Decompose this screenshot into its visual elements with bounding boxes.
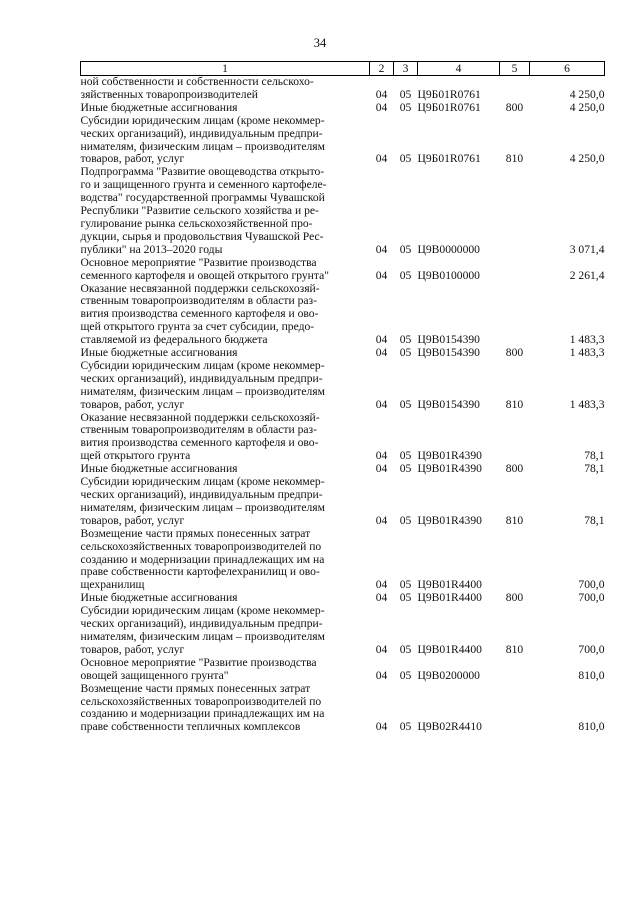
section-code — [370, 347, 394, 360]
section-code — [370, 476, 394, 528]
item-name-line: щей открытого грунта за счет субсидии, предо- — [80, 320, 315, 334]
section-code — [370, 115, 394, 167]
target-article-code-line: Ц9В01R4400 — [417, 642, 482, 656]
item-name-line: го и защищенного грунта и семенного картофеле- — [80, 178, 327, 192]
subsection-code-line: 05 — [399, 87, 412, 101]
table-header-row — [81, 62, 605, 76]
budget-table — [80, 61, 605, 734]
section-code-line: 04 — [375, 346, 388, 360]
item-name-line: ственным товаропроизводителям в области раз- — [80, 423, 317, 437]
target-article-code-line: Ц9В01R4390 — [417, 462, 482, 476]
section-code-line: 04 — [375, 100, 388, 114]
amount — [530, 657, 605, 683]
section-code — [370, 283, 394, 348]
amount — [530, 347, 605, 360]
amount-line: 700,0 — [578, 642, 605, 656]
amount — [530, 76, 605, 102]
item-name-line: праве собственности тепличных комплексов — [80, 720, 301, 734]
expense-type-code-line: 810 — [505, 513, 524, 527]
table-row — [81, 683, 605, 735]
amount-line: 810,0 — [578, 668, 605, 682]
subsection-code-line: 05 — [399, 642, 412, 656]
item-name — [81, 657, 370, 683]
section-code — [370, 657, 394, 683]
subsection-code-line: 05 — [399, 578, 412, 592]
target-article-code-line: Ц9Б01R0761 — [417, 152, 481, 166]
item-name-line: Возмещение части прямых понесенных затрат — [80, 681, 311, 695]
subsection-code-line: 05 — [399, 449, 412, 463]
item-name — [81, 283, 370, 348]
amount-line: 1 483,3 — [569, 333, 605, 347]
item-name-line: Республики "Развитие сельского хозяйства и ре- — [80, 204, 319, 218]
amount-line: 2 261,4 — [569, 268, 605, 282]
target-article-code-line: Ц9В0154390 — [417, 333, 480, 347]
subsection-code — [394, 463, 418, 476]
section-code-line: 04 — [375, 462, 388, 476]
section-code — [370, 360, 394, 412]
target-article-code — [418, 166, 500, 256]
target-article-code — [418, 592, 500, 605]
subsection-code-line: 05 — [399, 720, 412, 734]
section-code-line: 04 — [375, 397, 388, 411]
amount-line: 4 250,0 — [569, 152, 605, 166]
subsection-code — [394, 76, 418, 102]
item-name-line: нимателям, физическим лицам – производителям — [80, 629, 325, 643]
section-code — [370, 528, 394, 593]
target-article-code-line: Ц9В0200000 — [417, 668, 480, 682]
item-name-line: водства" государственной программы Чувашской — [80, 191, 325, 205]
subsection-code-line: 05 — [399, 152, 412, 166]
item-name — [81, 476, 370, 528]
table-row — [81, 605, 605, 657]
amount — [530, 102, 605, 115]
amount-line: 3 071,4 — [569, 242, 605, 256]
subsection-code-line: 05 — [399, 513, 412, 527]
expense-type-code — [500, 166, 530, 256]
expense-type-code — [500, 528, 530, 593]
target-article-code — [418, 605, 500, 657]
amount-line: 78,1 — [584, 462, 605, 476]
target-article-code — [418, 412, 500, 464]
section-code-line: 04 — [375, 720, 388, 734]
item-name-line: Субсидии юридическим лицам (кроме некоммер- — [80, 358, 325, 372]
section-code-line: 04 — [375, 333, 388, 347]
amount — [530, 360, 605, 412]
expense-type-code — [500, 476, 530, 528]
amount-line: 1 483,3 — [569, 397, 605, 411]
amount — [530, 476, 605, 528]
subsection-code-line: 05 — [399, 268, 412, 282]
item-name-line: нимателям, физическим лицам – производителям — [80, 139, 325, 153]
item-name-line: Иные бюджетные ассигнования — [80, 100, 238, 114]
item-name — [81, 683, 370, 735]
expense-type-code — [500, 115, 530, 167]
section-code — [370, 257, 394, 283]
item-name — [81, 115, 370, 167]
item-name-line: товаров, работ, услуг — [80, 642, 185, 656]
table-row — [81, 528, 605, 593]
item-name-line: созданию и модернизации принадлежащих им на — [80, 552, 325, 566]
item-name-line: щехранилищ — [80, 578, 145, 592]
item-name-line: ческих организаций), индивидуальным предпри- — [80, 371, 323, 385]
expense-type-code-line: 800 — [505, 462, 524, 476]
page-number: 34 — [313, 36, 327, 50]
item-name-line: вития производства семенного картофеля и ово- — [80, 436, 319, 450]
subsection-code-line: 05 — [399, 333, 412, 347]
expense-type-code — [500, 347, 530, 360]
amount-line: 700,0 — [578, 578, 605, 592]
item-name-line: Субсидии юридическим лицам (кроме некоммер- — [80, 604, 325, 618]
subsection-code — [394, 657, 418, 683]
item-name-line: созданию и модернизации принадлежащих им на — [80, 707, 325, 721]
target-article-code-line: Ц9В01R4390 — [417, 513, 482, 527]
amount — [530, 166, 605, 256]
target-article-code-line: Ц9В0154390 — [417, 397, 480, 411]
section-code-line: 04 — [375, 513, 388, 527]
item-name-line: ческих организаций), индивидуальным предпри- — [80, 617, 323, 631]
section-code-line: 04 — [375, 87, 388, 101]
section-code — [370, 412, 394, 464]
amount-line: 1 483,3 — [569, 346, 605, 360]
item-name-line: Основное мероприятие "Развитие производства — [80, 655, 317, 669]
target-article-code-line: Ц9В0154390 — [417, 346, 480, 360]
section-code — [370, 592, 394, 605]
target-article-code — [418, 463, 500, 476]
expense-type-code — [500, 592, 530, 605]
item-name-line: Иные бюджетные ассигнования — [80, 346, 238, 360]
amount — [530, 605, 605, 657]
subsection-code — [394, 257, 418, 283]
target-article-code-line: Ц9В02R4410 — [417, 720, 482, 734]
section-code-line: 04 — [375, 668, 388, 682]
subsection-code — [394, 412, 418, 464]
expense-type-code — [500, 412, 530, 464]
target-article-code — [418, 76, 500, 102]
amount — [530, 115, 605, 167]
subsection-code — [394, 347, 418, 360]
expense-type-code — [500, 102, 530, 115]
item-name-line: нимателям, физическим лицам – производителям — [80, 500, 325, 514]
column-header: 3 — [394, 62, 418, 76]
item-name-line: Субсидии юридическим лицам (кроме некоммер- — [80, 475, 325, 489]
subsection-code-line: 05 — [399, 591, 412, 605]
table-row — [81, 166, 605, 256]
subsection-code-line: 05 — [399, 346, 412, 360]
item-name-line: ческих организаций), индивидуальным предпри- — [80, 488, 323, 501]
item-name-line: товаров, работ, услуг — [80, 152, 185, 166]
amount — [530, 257, 605, 283]
item-name — [81, 528, 370, 593]
amount-line: 810,0 — [578, 720, 605, 734]
expense-type-code — [500, 605, 530, 657]
amount-line: 78,1 — [584, 449, 605, 463]
item-name-line: дукции, сырья и продовольствия Чувашской Рес- — [80, 229, 324, 243]
item-name — [81, 166, 370, 256]
item-name-line: Иные бюджетные ассигнования — [80, 591, 238, 605]
subsection-code — [394, 605, 418, 657]
section-code — [370, 166, 394, 256]
item-name — [81, 412, 370, 464]
section-code — [370, 683, 394, 735]
item-name-line: ческих организаций), индивидуальным предпри- — [80, 126, 323, 140]
target-article-code-line: Ц9В01R4400 — [417, 578, 482, 592]
amount — [530, 592, 605, 605]
table-row — [81, 360, 605, 412]
target-article-code — [418, 360, 500, 412]
column-header: 4 — [418, 62, 500, 76]
target-article-code — [418, 115, 500, 167]
target-article-code — [418, 102, 500, 115]
section-code — [370, 102, 394, 115]
table-row — [81, 283, 605, 348]
target-article-code-line: Ц9В01R4400 — [417, 591, 482, 605]
target-article-code-line: Ц9В0000000 — [417, 242, 480, 256]
expense-type-code-line: 810 — [505, 152, 524, 166]
section-code — [370, 605, 394, 657]
subsection-code-line: 05 — [399, 462, 412, 476]
subsection-code — [394, 283, 418, 348]
expense-type-code — [500, 657, 530, 683]
column-header: 6 — [530, 62, 605, 76]
item-name-line: ной собственности и собственности сельскохо- — [80, 75, 314, 88]
subsection-code — [394, 102, 418, 115]
item-name-line: Подпрограмма "Развитие овощеводства открыто- — [80, 165, 325, 179]
subsection-code — [394, 115, 418, 167]
item-name-line: гулирование рынка сельскохозяйственной про- — [80, 216, 313, 230]
target-article-code — [418, 528, 500, 593]
item-name-line: товаров, работ, услуг — [80, 397, 185, 411]
amount — [530, 412, 605, 464]
item-name-line: сельскохозяйственных товаропроизводителей по — [80, 539, 322, 553]
table-row — [81, 115, 605, 167]
amount-line: 700,0 — [578, 591, 605, 605]
subsection-code-line: 05 — [399, 100, 412, 114]
item-name-line: товаров, работ, услуг — [80, 513, 185, 527]
amount-line: 4 250,0 — [569, 100, 605, 114]
item-name-line: зяйственных товаропроизводителей — [80, 87, 258, 101]
subsection-code — [394, 166, 418, 256]
expense-type-code — [500, 360, 530, 412]
expense-type-code-line: 810 — [505, 642, 524, 656]
amount — [530, 683, 605, 735]
section-code-line: 04 — [375, 449, 388, 463]
section-code — [370, 463, 394, 476]
item-name-line: ственным товаропроизводителям в области раз- — [80, 294, 317, 308]
subsection-code-line: 05 — [399, 242, 412, 256]
section-code-line: 04 — [375, 242, 388, 256]
subsection-code-line: 05 — [399, 668, 412, 682]
item-name-line: Иные бюджетные ассигнования — [80, 462, 238, 476]
subsection-code-line: 05 — [399, 397, 412, 411]
item-name-line: вития производства семенного картофеля и ово- — [80, 307, 319, 321]
expense-type-code-line: 800 — [505, 591, 524, 605]
subsection-code — [394, 683, 418, 735]
section-code-line: 04 — [375, 152, 388, 166]
table-row — [81, 257, 605, 283]
section-code-line: 04 — [375, 268, 388, 282]
item-name-line: публики" на 2013–2020 годы — [80, 242, 223, 256]
target-article-code-line: Ц9Б01R0761 — [417, 100, 481, 114]
item-name-line: нимателям, физическим лицам – производителям — [80, 384, 325, 398]
item-name-line: Оказание несвязанной поддержки сельскохозяй- — [80, 281, 320, 295]
target-article-code — [418, 476, 500, 528]
amount — [530, 463, 605, 476]
table-row — [81, 412, 605, 464]
target-article-code — [418, 347, 500, 360]
target-article-code — [418, 683, 500, 735]
expense-type-code — [500, 257, 530, 283]
expense-type-code-line: 810 — [505, 397, 524, 411]
section-code-line: 04 — [375, 591, 388, 605]
column-header: 5 — [500, 62, 530, 76]
item-name-line: Оказание несвязанной поддержки сельскохозяй- — [80, 410, 320, 424]
target-article-code — [418, 657, 500, 683]
amount-line: 78,1 — [584, 513, 605, 527]
expense-type-code — [500, 463, 530, 476]
item-name-line: Возмещение части прямых понесенных затрат — [80, 526, 311, 540]
item-name — [81, 360, 370, 412]
subsection-code — [394, 528, 418, 593]
section-code — [370, 76, 394, 102]
target-article-code — [418, 257, 500, 283]
target-article-code-line: Ц9Б01R0761 — [417, 87, 481, 101]
item-name — [81, 76, 370, 102]
amount-line: 4 250,0 — [569, 87, 605, 101]
table-row — [81, 76, 605, 102]
section-code-line: 04 — [375, 578, 388, 592]
item-name-line: семенного картофеля и овощей открытого грунта" — [80, 268, 329, 282]
amount — [530, 283, 605, 348]
item-name-line: щей открытого грунта — [80, 449, 191, 463]
subsection-code — [394, 360, 418, 412]
amount — [530, 528, 605, 593]
item-name-line: праве собственности картофелехранилищ и ово- — [80, 565, 320, 579]
expense-type-code — [500, 283, 530, 348]
table-row — [81, 476, 605, 528]
target-article-code-line: Ц9В0100000 — [417, 268, 480, 282]
subsection-code — [394, 476, 418, 528]
expense-type-code — [500, 683, 530, 735]
subsection-code — [394, 592, 418, 605]
expense-type-code-line: 800 — [505, 346, 524, 360]
section-code-line: 04 — [375, 642, 388, 656]
item-name-line: овощей защищенного грунта" — [80, 668, 229, 682]
item-name — [81, 257, 370, 283]
item-name-line: сельскохозяйственных товаропроизводителей по — [80, 694, 322, 708]
table-row — [81, 657, 605, 683]
expense-type-code — [500, 76, 530, 102]
item-name-line: Основное мероприятие "Развитие производства — [80, 255, 317, 269]
target-article-code-line: Ц9В01R4390 — [417, 449, 482, 463]
item-name — [81, 605, 370, 657]
column-header: 2 — [370, 62, 394, 76]
item-name-line: Субсидии юридическим лицам (кроме некоммер- — [80, 113, 325, 127]
expense-type-code-line: 800 — [505, 100, 524, 114]
column-header: 1 — [81, 62, 370, 76]
item-name-line: ставляемой из федерального бюджета — [80, 333, 268, 347]
target-article-code — [418, 283, 500, 348]
